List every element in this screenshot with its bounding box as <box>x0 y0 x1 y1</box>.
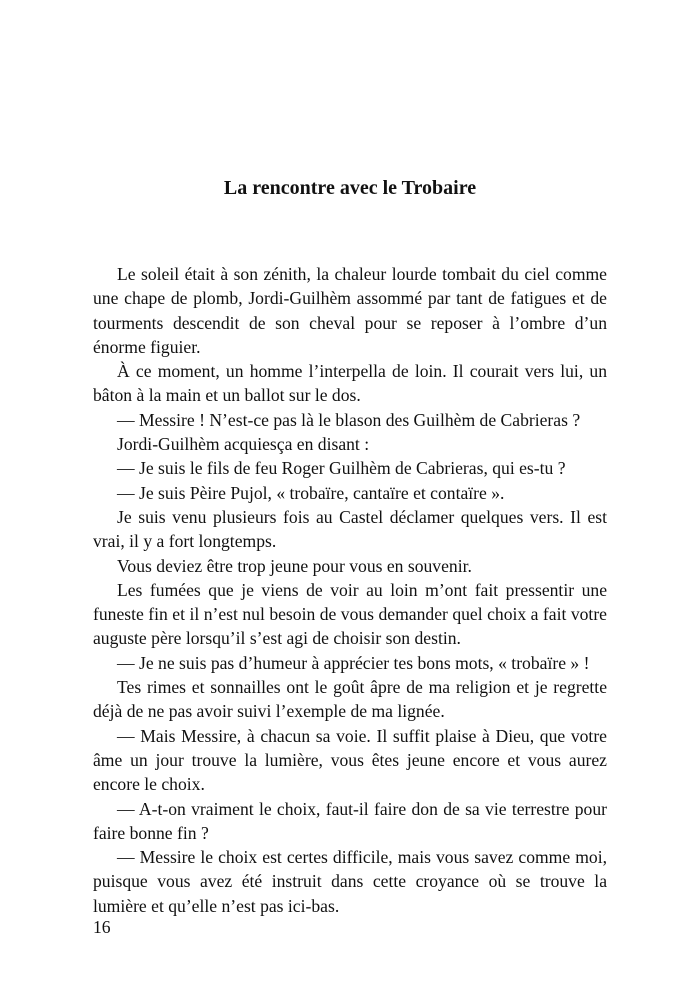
paragraph: — Je suis Pèire Pujol, « trobaïre, cantaïre et contaïre ». <box>117 482 505 503</box>
paragraph: Jordi-Guilhèm acquiesça en disant : <box>117 434 370 455</box>
paragraph: Vous deviez être trop jeune pour vous en souvenir. <box>117 555 472 576</box>
paragraph: Tes rimes et sonnailles ont le goût âpre de ma religion et je regrette déjà de ne pas avoir suivi l’exemple de ma lignée. <box>93 677 607 722</box>
paragraph: Je suis venu plusieurs fois au Castel déclamer quelques vers. Il est vrai, il y a fort longtemps. <box>93 506 607 552</box>
paragraph: — A-t-on vraiment le choix, faut-il faire don de sa vie terrestre pour faire bonne fin ? <box>93 798 607 843</box>
paragraph: — Mais Messire, à chacun sa voie. Il suffit plaise à Dieu, que votre âme un jour trouve la lumière, vous êtes jeune encore et vous aurez encore le choix. <box>93 725 607 795</box>
paragraph: — Je suis le fils de feu Roger Guilhèm de Cabrieras, qui es-tu ? <box>117 458 566 479</box>
paragraph: Les fumées que je viens de voir au loin m’ont fait pressentir une funeste fin et il n’est nul besoin de vous demander quel choix a fait votre auguste père lorsqu’il s’est agi de choisir son destin. <box>93 579 607 649</box>
page-number: 16 <box>93 917 111 937</box>
paragraph: Le soleil était à son zénith, la chaleur lourde tombait du ciel comme une chape de plomb, Jordi-Guilhèm assommé par tant de fatigues et de tourments descendit de son cheval pour se reposer à l’ombre d’un énorme figuier. <box>93 264 607 357</box>
body-text <box>93 262 607 918</box>
chapter-title: La rencontre avec le Trobaire <box>223 177 477 199</box>
paragraph: — Messire ! N’est-ce pas là le blason des Guilhèm de Cabrieras ? <box>117 409 581 430</box>
paragraph: À ce moment, un homme l’interpella de loin. Il courait vers lui, un bâton à la main et un ballot sur le dos. <box>93 361 607 406</box>
paragraph: — Je ne suis pas d’humeur à apprécier tes bons mots, « trobaïre » ! <box>117 652 590 673</box>
paragraph: — Messire le choix est certes difficile, mais vous savez comme moi, puisque vous avez été instruit dans cette croyance où se trouve la lumière et qu’elle n’est pas ici-bas. <box>93 847 607 916</box>
